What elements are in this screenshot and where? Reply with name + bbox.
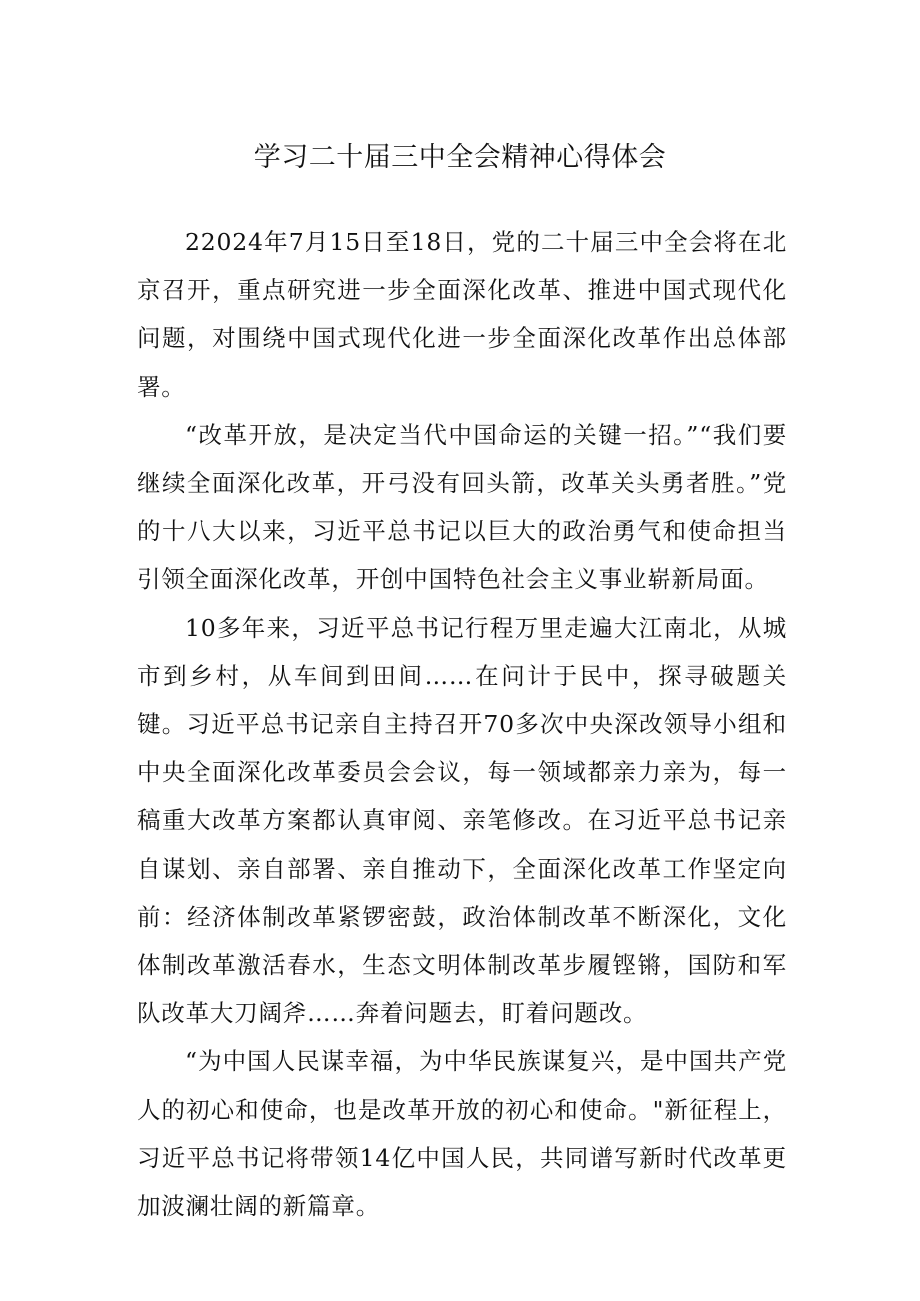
document-title: 学习二十届三中全会精神心得体会 <box>253 142 667 173</box>
paragraph-4: “为中国人民谋幸福，为中华民族谋复兴，是中国共产党人的初心和使命，也是改革开放的初心和使命。"新征程上，习近平总书记将带领14亿中国人民，共同谱写新时代改革更加波澜壮阔的新篇章。 <box>137 1047 787 1221</box>
paragraph-3: 10多年来，习近平总书记行程万里走遍大江南北，从城市到乡村，从车间到田间……在问计于民中，探寻破题关键。习近平总书记亲自主持召开70多次中央深改领导小组和中央全面深化改革委员会会议，每一领域都亲力亲为，每一稿重大改革方案都认真审阅、亲笔修改。在习近平总书记亲自谋划、亲自部署、亲自推动下，全面深化改革工作坚定向前：经济体制改革紧锣密鼓，政治体制改革不断深化，文化体制改革激活春水，生态文明体制改革步履铿锵，国防和军队改革大刀阔斧……奔着问题去，盯着问题改。 <box>137 613 787 1028</box>
paragraph-2: “改革开放，是决定当代中国命运的关键一招。”“我们要继续全面深化改革，开弓没有回头箭，改革关头勇者胜。”党的十八大以来，习近平总书记以巨大的政治勇气和使命担当引领全面深化改革，开创中国特色社会主义事业崭新局面。 <box>137 420 787 594</box>
document-body <box>137 218 787 1230</box>
paragraph-1: 22024年7月15日至18日，党的二十届三中全会将在北京召开，重点研究进一步全面深化改革、推进中国式现代化问题，对围绕中国式现代化进一步全面深化改革作出总体部署。 <box>137 228 787 401</box>
